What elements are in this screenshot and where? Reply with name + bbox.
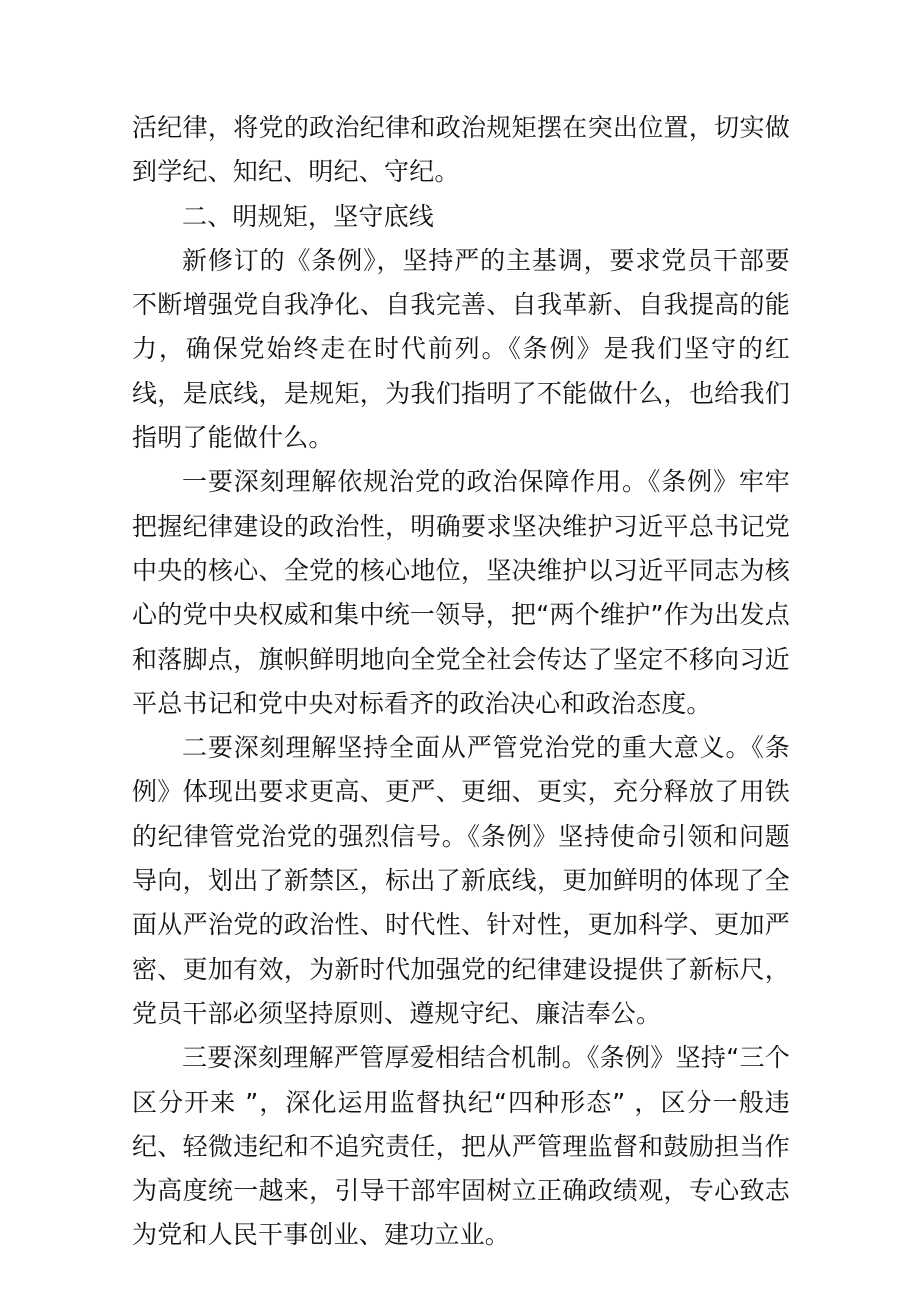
paragraph-intro: 新修订的《条例》，坚持严的主基调，要求党员干部要不断增强党自我净化、自我完善、自我革新、自我提高的能力，确保党始终走在时代前列。《条例》是我们坚守的红线，是底线，是规矩，为我们指明了不能做什么，也给我们指明了能做什么。 bbox=[132, 245, 790, 453]
document-body bbox=[132, 106, 790, 1258]
paragraph-continuation: 活纪律，将党的政治纪律和政治规矩摆在突出位置，切实做到学纪、知纪、明纪、守纪。 bbox=[132, 113, 790, 187]
paragraph-point-two: 二要深刻理解坚持全面从严管党治党的重大意义。《条例》体现出要求更高、更严、更细、更实，充分释放了用铁的纪律管党治党的强烈信号。《条例》坚持使命引领和问题导向，划出了新禁区，标出了新底线，更加鲜明的体现了全面从严治党的政治性、时代性、针对性，更加科学、更加严密、更加有效，为新时代加强党的纪律建设提供了新标尺，党员干部必须坚持原则、遵规守纪、廉洁奉公。 bbox=[132, 733, 790, 1028]
paragraph-point-three: 三要深刻理解严管厚爱相结合机制。《条例》坚持“三个区分开来 ”，深化运用监督执纪“四种形态” ，区分一般违纪、轻微违纪和不追究责任，把从严管理监督和鼓励担当作为高度统一越来，引导干部牢固树立正确政绩观，专心致志为党和人民干事创业、建功立业。 bbox=[132, 1043, 790, 1250]
paragraph-point-one: 一要深刻理解依规治党的政治保障作用。《条例》牢牢把握纪律建设的政治性，明确要求坚决维护习近平总书记党中央的核心、全党的核心地位，坚决维护以习近平同志为核心的党中央权威和集中统一领导，把“两个维护”作为出发点和落脚点，旗帜鲜明地向全党全社会传达了坚定不移向习近平总书记和党中央对标看齐的政治决心和政治态度。 bbox=[132, 467, 790, 718]
section-heading: 二、明规矩，坚守底线 bbox=[182, 201, 435, 231]
